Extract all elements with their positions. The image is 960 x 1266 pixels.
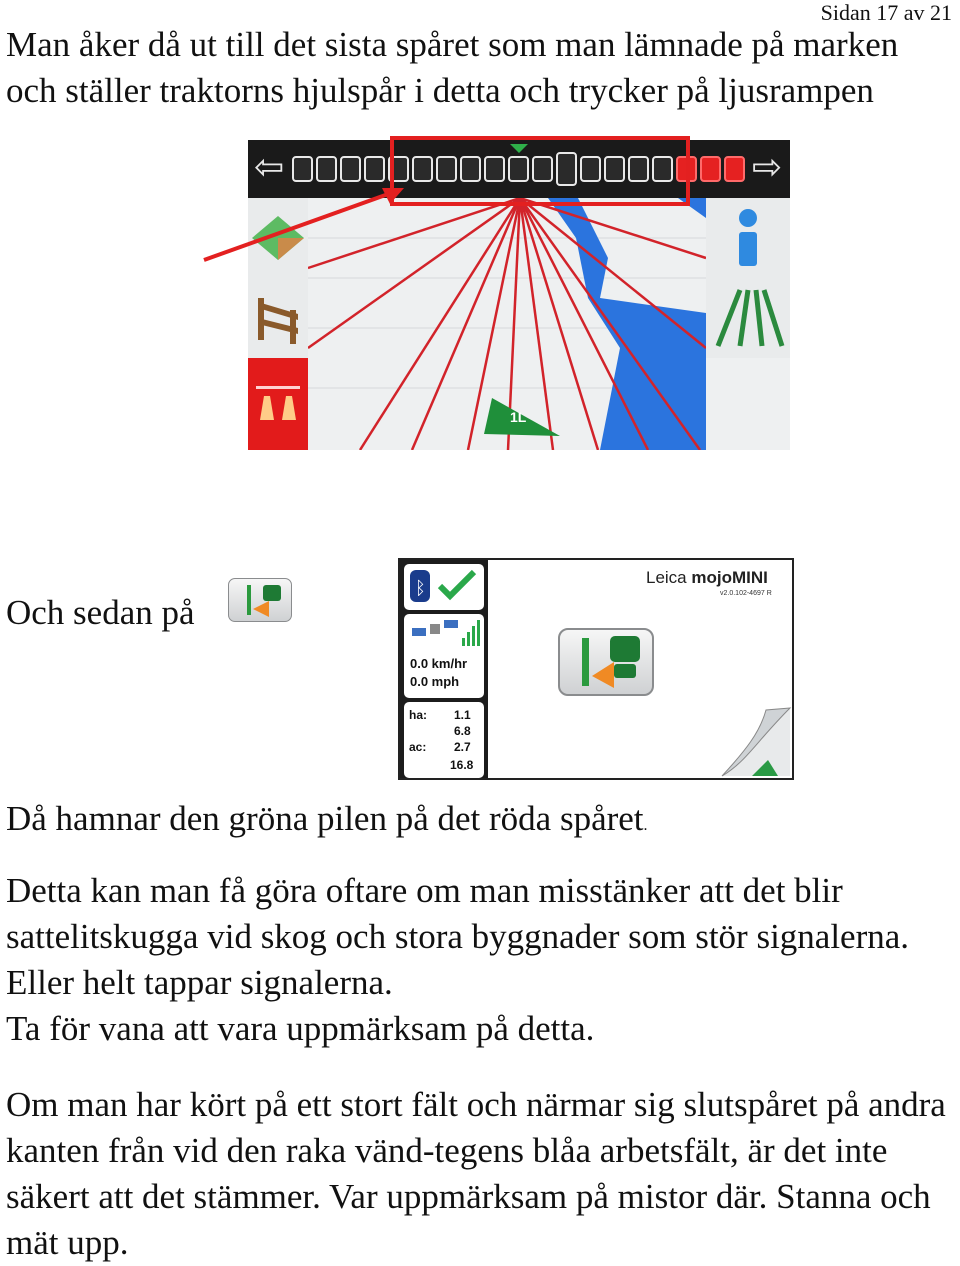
info-button[interactable] xyxy=(706,198,790,278)
fence-button[interactable] xyxy=(248,278,308,358)
ha-value-1: 1.1 xyxy=(454,708,471,722)
guidance-line-label: 1L xyxy=(510,409,527,425)
ac-value-2: 16.8 xyxy=(450,758,474,772)
right-arrow-icon: ⇨ xyxy=(752,147,783,188)
brand-logo xyxy=(646,568,768,588)
version-label: v2.0.102-4697 R xyxy=(720,590,772,597)
lightbar-segment xyxy=(700,156,721,182)
paragraph-result-dot: . xyxy=(643,817,648,834)
mojomini-screenshot xyxy=(398,558,794,780)
info-icon xyxy=(723,206,773,270)
fence-icon xyxy=(248,288,308,348)
status-column xyxy=(400,560,488,780)
brand-prefix: Leica xyxy=(646,568,692,587)
ha-value-2: 6.8 xyxy=(454,724,471,738)
ac-value-1: 2.7 xyxy=(454,740,471,754)
page-curl-icon[interactable] xyxy=(716,702,792,778)
implement-icon xyxy=(248,374,308,434)
signal-bars-icon xyxy=(462,620,480,646)
speed-mph: 0.0 mph xyxy=(410,674,460,689)
guidance-lines-icon xyxy=(710,286,786,350)
paragraph-large-field: Om man har kört på ett stort fält och närmar sig slutspåret på andra kanten från vid den raka vänd-tegens blåa arbetsfält, är det inte säkert att det stämmer. Var uppmärksam på mistor där. Stanna och mät upp. xyxy=(6,1085,946,1262)
satellite-icon xyxy=(412,620,458,636)
paragraph-attention: Ta för vana att vara uppmärksam på detta. xyxy=(6,1009,595,1048)
paragraph-intro: Man åker då ut till det sista spåret som man lämnade på marken och ställer traktorns hjulspår i detta och trycker på ljusrampen xyxy=(6,25,899,110)
speed-kmh: 0.0 km/hr xyxy=(410,656,468,671)
status-card-area xyxy=(404,702,484,778)
ac-label: ac: xyxy=(409,740,427,754)
status-card-speed xyxy=(404,614,484,698)
left-arrow-icon: ⇦ xyxy=(254,147,285,188)
set-line-icon xyxy=(560,630,652,694)
page-number: Sidan 17 av 21 xyxy=(820,0,952,25)
checkmark-icon xyxy=(440,572,474,596)
paragraph-result xyxy=(6,796,648,849)
implement-button[interactable] xyxy=(248,358,308,450)
guidance-lines-button[interactable] xyxy=(706,278,790,358)
paragraph-result-text: Då hamnar den gröna pilen på det röda spåret xyxy=(6,799,644,838)
svg-text:ᛒ: ᛒ xyxy=(415,578,426,599)
right-toolbar xyxy=(706,198,790,450)
lightbar-segment xyxy=(724,156,745,182)
ha-label: ha: xyxy=(409,708,427,722)
status-card-connection xyxy=(404,564,484,610)
paragraph-shadow: Detta kan man få göra oftare om man misstänker att det blir sattelitskugga vid skog och stora byggnader som stör signalerna. Eller helt tappar signalerna. xyxy=(6,871,910,1002)
highlight-frame xyxy=(390,136,690,206)
set-line-button[interactable] xyxy=(558,628,654,696)
set-line-inline-icon xyxy=(228,578,292,622)
brand-name: mojoMINI xyxy=(691,568,768,587)
paragraph-then: Och sedan på xyxy=(6,593,195,632)
pointer-arrow xyxy=(198,178,418,268)
